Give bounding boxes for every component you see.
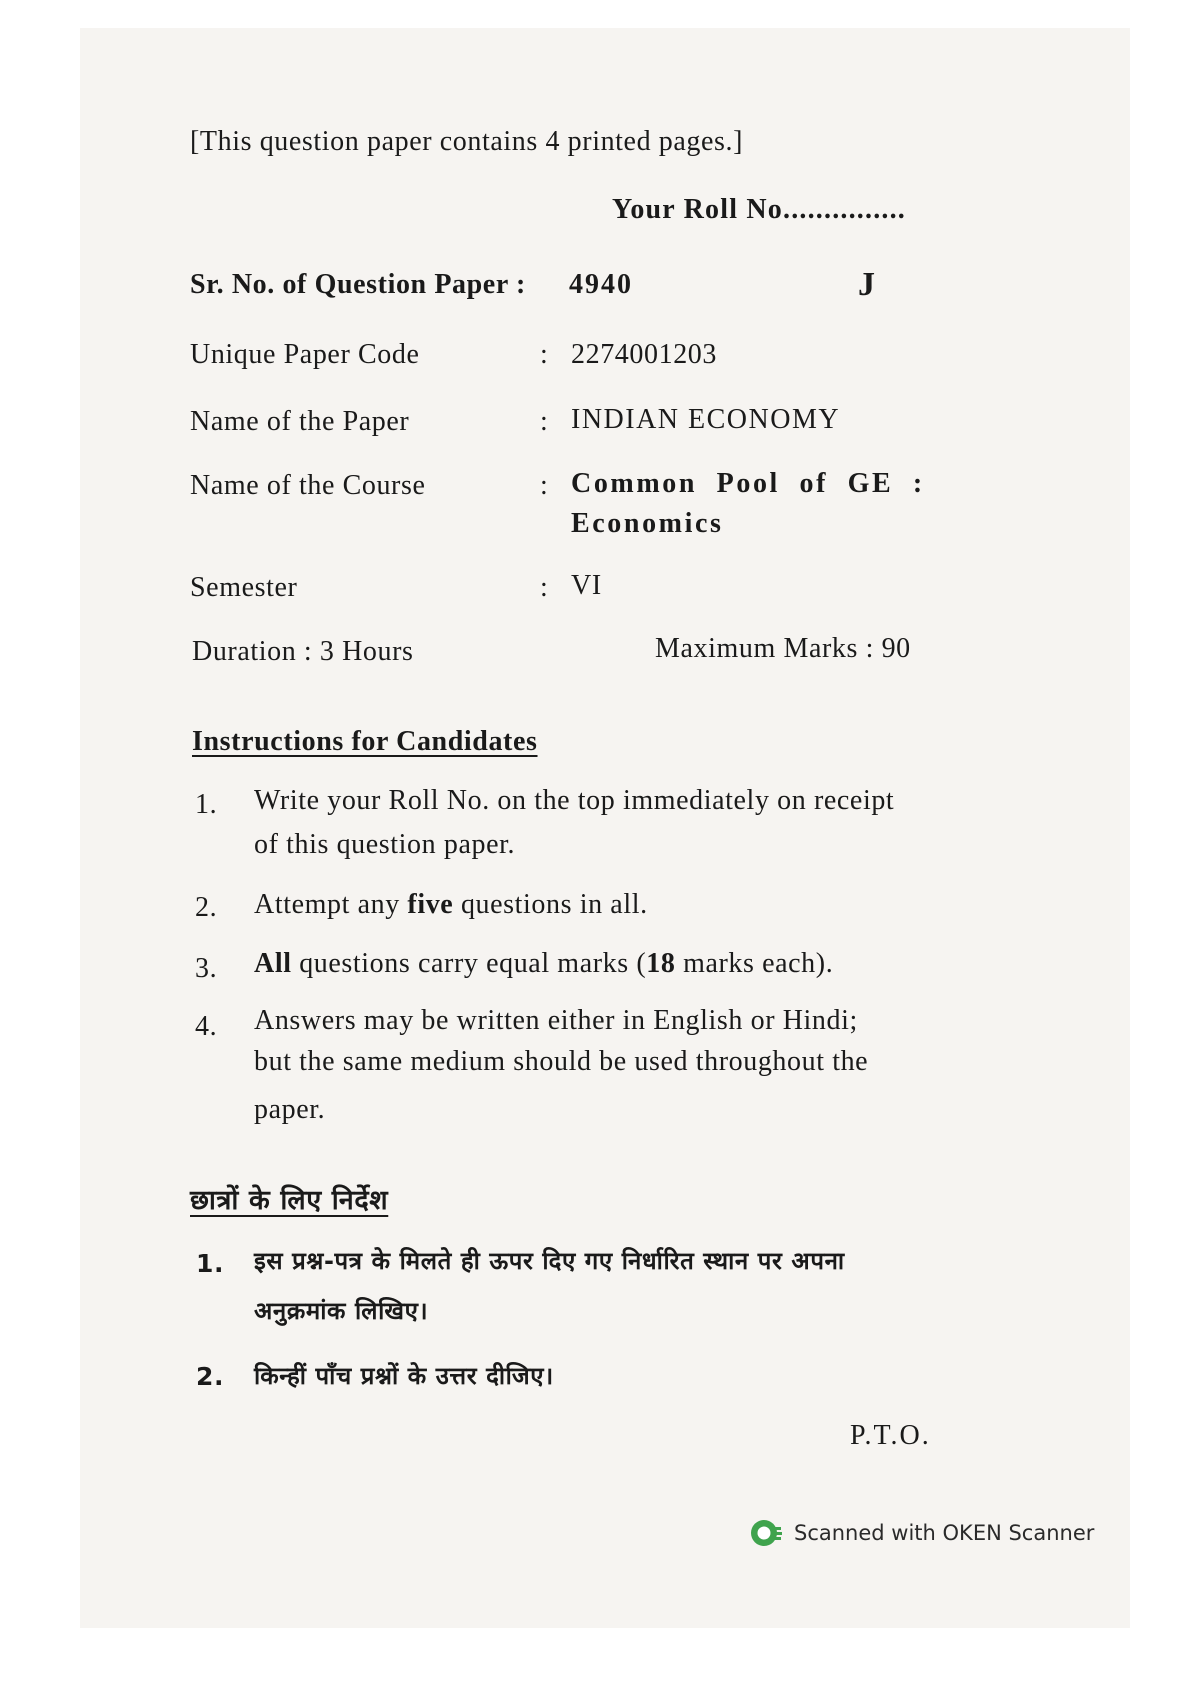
instruction-4-line1: Answers may be written either in English or Hindi;	[254, 1005, 858, 1036]
instruction-3-end: marks each).	[675, 948, 834, 979]
page-count-note: [This question paper contains 4 printed pages.]	[190, 126, 744, 157]
hindi-instruction-1-number: 1.	[196, 1249, 225, 1278]
unique-paper-code-value: 2274001203	[571, 339, 717, 370]
semester-value: VI	[571, 570, 602, 601]
instruction-2-bold: five	[407, 889, 454, 920]
instruction-3-number: 3.	[195, 953, 218, 984]
maximum-marks: Maximum Marks : 90	[655, 633, 911, 664]
instruction-4-line2: but the same medium should be used throughout the	[254, 1046, 869, 1077]
hindi-instruction-2-line1: किन्हीं पाँच प्रश्नों के उत्तर दीजिए।	[254, 1362, 554, 1390]
unique-paper-code-label: Unique Paper Code	[190, 339, 420, 370]
instruction-4-number: 4.	[195, 1011, 218, 1042]
sr-no-label: Sr. No. of Question Paper :	[190, 269, 526, 300]
hindi-instruction-1-line1: इस प्रश्न-पत्र के मिलते ही ऊपर दिए गए निर्धारित स्थान पर अपना	[254, 1247, 845, 1275]
instruction-3-bold-start: All	[254, 948, 292, 979]
course-name-value-line1: Common Pool of GE :	[571, 468, 925, 499]
instruction-3-mid: questions carry equal marks (	[291, 948, 647, 979]
hindi-instruction-1-line2: अनुक्रमांक लिखिए।	[254, 1297, 429, 1325]
instruction-2-number: 2.	[195, 892, 218, 923]
instruction-2-text	[254, 889, 648, 921]
instruction-1-number: 1.	[195, 789, 218, 820]
paper-name-colon: :	[540, 406, 549, 437]
instruction-3-text	[254, 948, 833, 980]
semester-label: Semester	[190, 572, 298, 603]
semester-colon: :	[540, 572, 549, 603]
please-turn-over: P.T.O.	[850, 1420, 931, 1451]
hindi-instructions-title: छात्रों के लिए निर्देश	[190, 1185, 389, 1216]
instructions-title: Instructions for Candidates	[192, 726, 538, 757]
unique-paper-code-colon: :	[540, 339, 549, 370]
paper-name-label: Name of the Paper	[190, 406, 410, 437]
oken-scanner-logo-icon	[748, 1515, 784, 1551]
scanner-text: Scanned with OKEN Scanner	[794, 1521, 1095, 1545]
instruction-1-line2: of this question paper.	[254, 829, 516, 860]
instruction-1-line1: Write your Roll No. on the top immediately on receipt	[254, 785, 895, 816]
course-name-colon: :	[540, 470, 549, 501]
series-code: J	[858, 266, 876, 303]
duration: Duration : 3 Hours	[192, 636, 414, 667]
instruction-4-line3: paper.	[254, 1094, 326, 1125]
question-paper-page	[80, 28, 1130, 1628]
instruction-2-pre: Attempt any	[254, 889, 408, 920]
course-name-label: Name of the Course	[190, 470, 426, 501]
course-name-value-line2: Economics	[571, 508, 724, 539]
instruction-2-post: questions in all.	[453, 889, 648, 920]
scanner-watermark	[748, 1515, 1094, 1551]
instruction-3-bold-mid: 18	[646, 948, 676, 979]
hindi-instruction-2-number: 2.	[196, 1362, 225, 1391]
paper-name-value: INDIAN ECONOMY	[571, 404, 841, 435]
sr-no-value: 4940	[569, 269, 633, 300]
roll-number-field: Your Roll No...............	[612, 194, 907, 225]
